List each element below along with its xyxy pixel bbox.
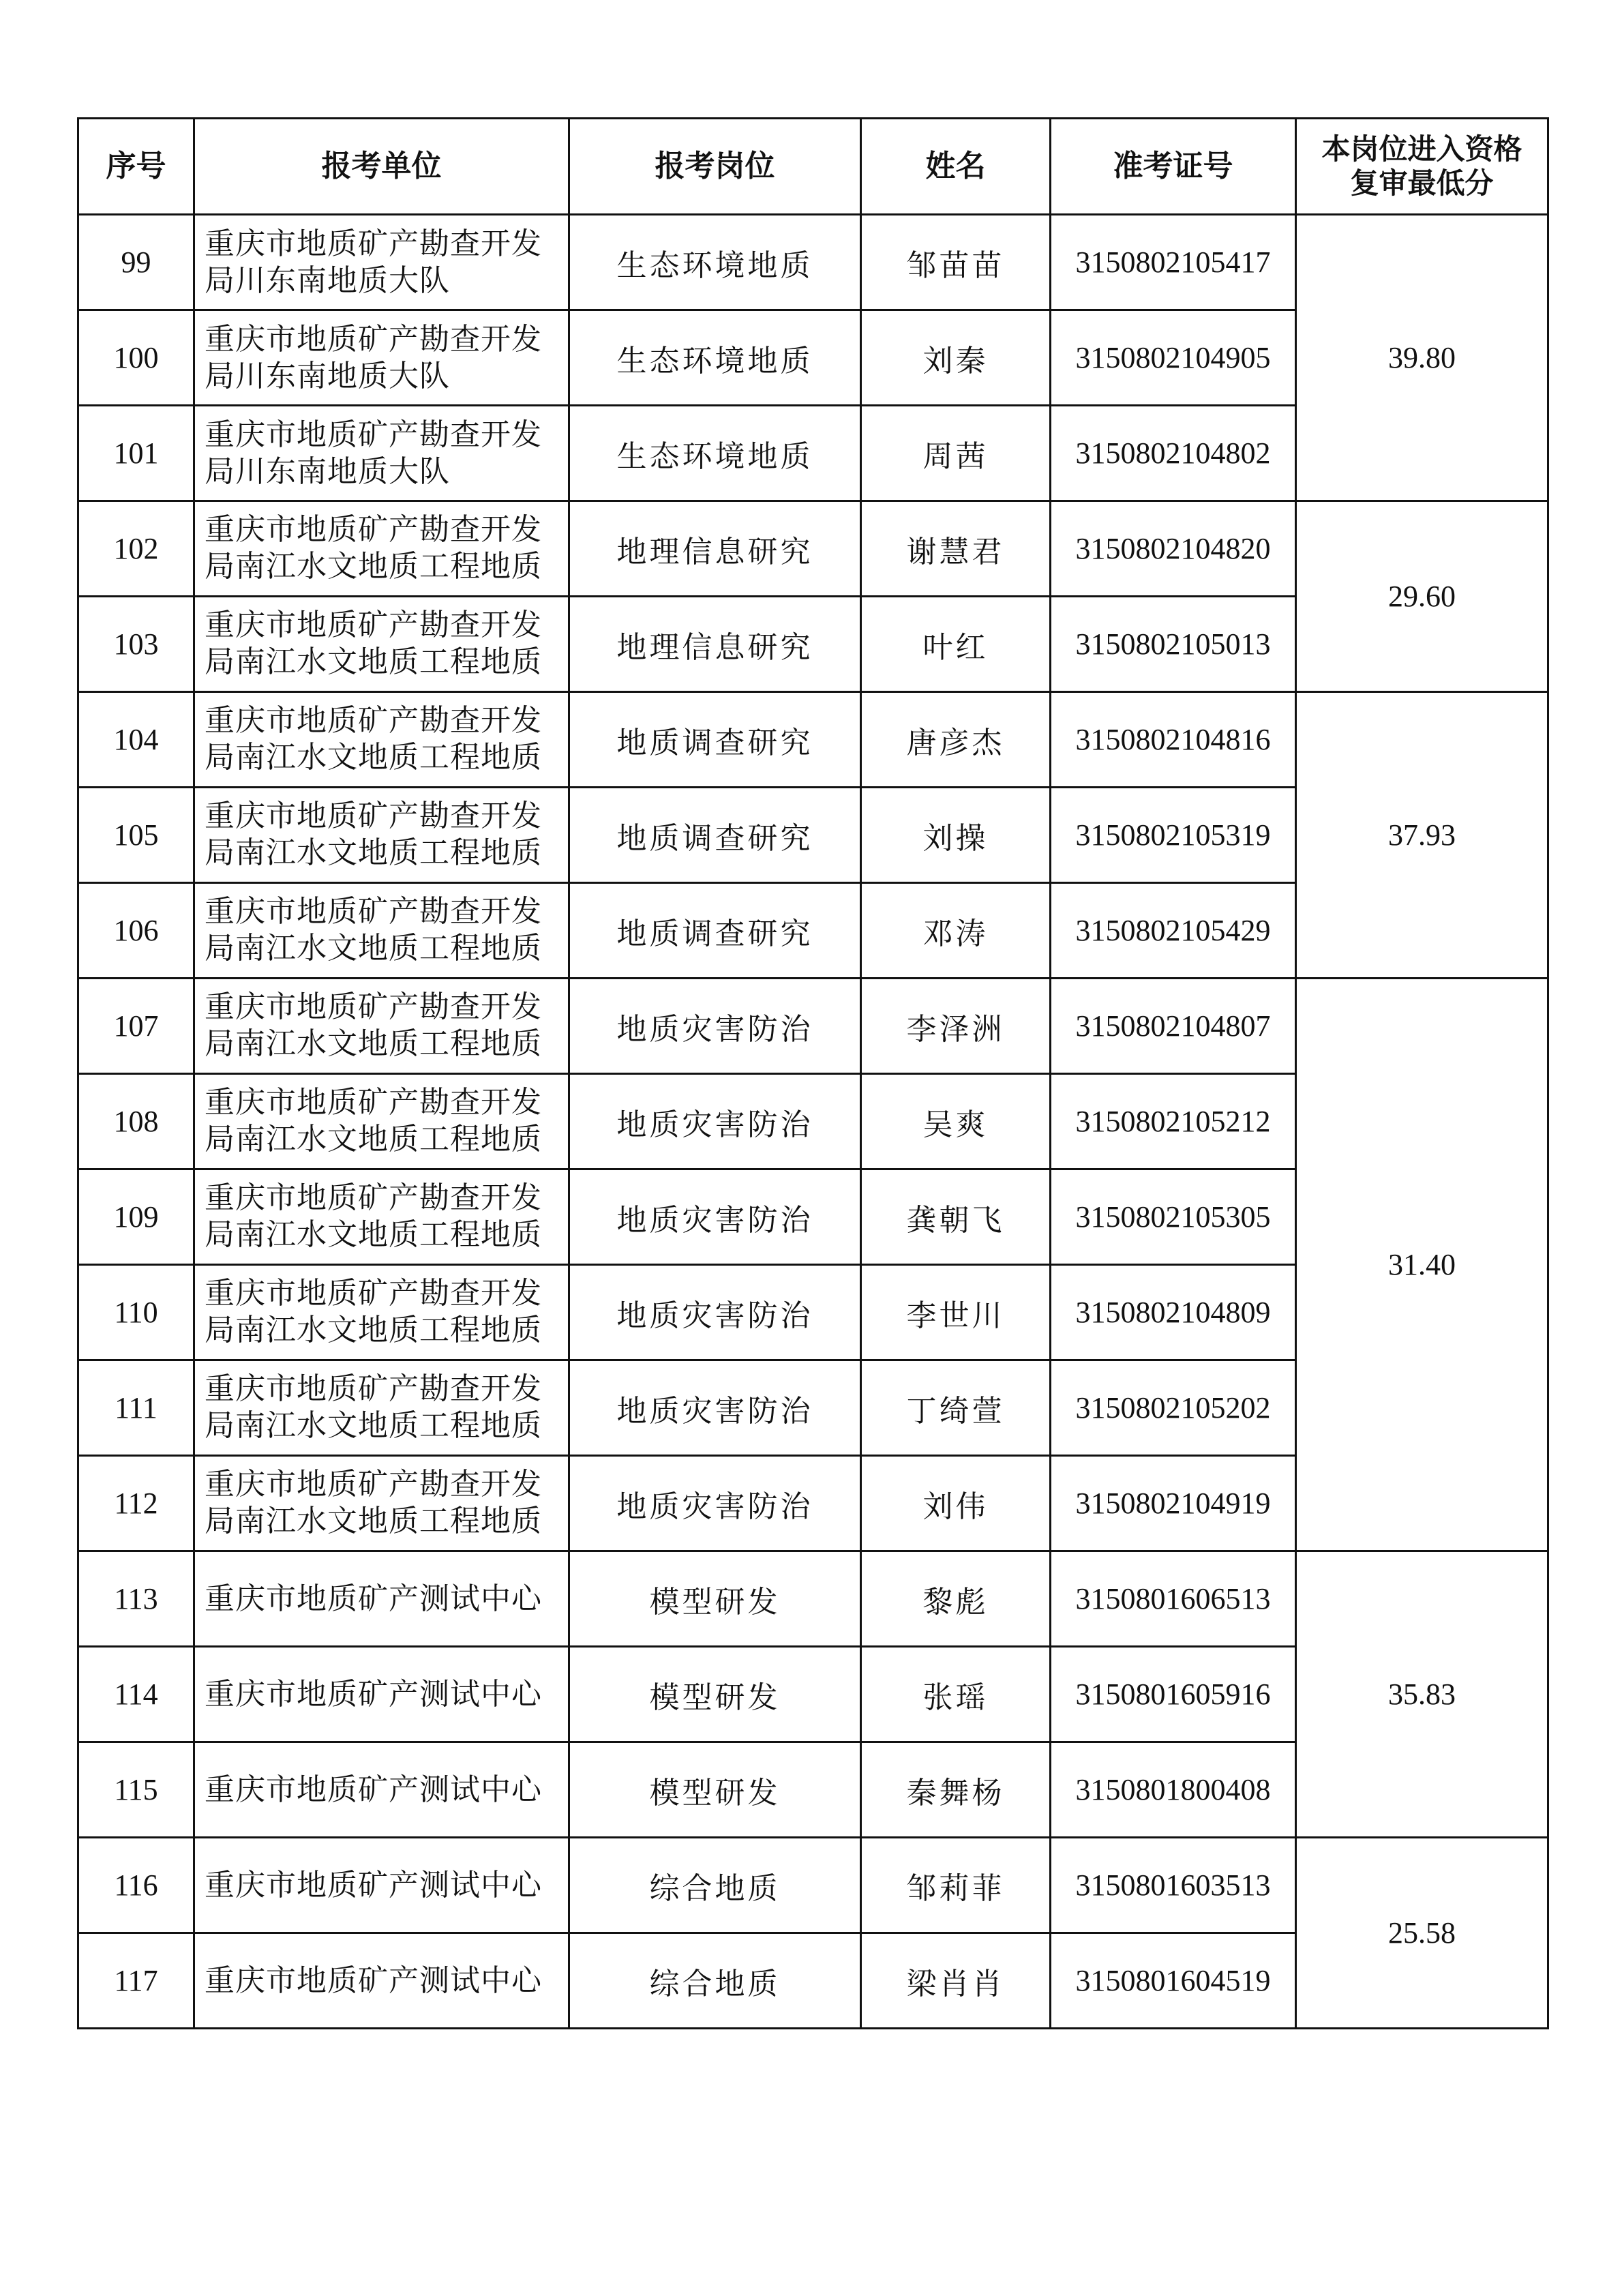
cell-name: 秦舞杨 [861,1742,1051,1838]
cell-post: 地质灾害防治 [569,979,861,1074]
header-min-score-line1: 本岗位进入资格 [1321,132,1522,166]
header-min-score-line2: 复审最低分 [1350,166,1494,200]
cell-ticket: 3150801800408 [1051,1742,1296,1838]
cell-unit-text: 重庆市地质矿产勘查开发局南江水文地质工程地质 [205,1275,542,1347]
table-row [78,215,1548,310]
cell-post: 生态环境地质 [569,310,861,406]
cell-ticket: 3150802105202 [1051,1360,1296,1456]
cell-ticket: 3150802105013 [1051,597,1296,692]
header-unit: 报考单位 [194,119,569,215]
cell-post: 生态环境地质 [569,406,861,501]
cell-ticket: 3150802105212 [1051,1074,1296,1169]
cell-unit-text: 重庆市地质矿产勘查开发局南江水文地质工程地质 [205,989,542,1061]
cell-unit-text: 重庆市地质矿产测试中心 [205,1581,542,1616]
cell-name: 邹莉菲 [861,1838,1051,1933]
cell-ticket: 3150802105417 [1051,215,1296,310]
cell-seq: 114 [78,1647,194,1742]
cell-ticket: 3150802105319 [1051,788,1296,883]
cell-unit-text: 重庆市地质矿产勘查开发局南江水文地质工程地质 [205,511,542,584]
cell-seq: 116 [78,1838,194,1933]
cell-unit [194,501,569,597]
cell-ticket: 3150801604519 [1051,1933,1296,2029]
cell-ticket: 3150801603513 [1051,1838,1296,1933]
header-ticket: 准考证号 [1051,119,1296,215]
cell-name: 叶红 [861,597,1051,692]
cell-seq: 115 [78,1742,194,1838]
cell-min-score: 31.40 [1296,979,1548,1551]
cell-seq: 110 [78,1265,194,1360]
cell-unit [194,1647,569,1742]
cell-unit-text: 重庆市地质矿产勘查开发局川东南地质大队 [205,321,542,393]
cell-seq: 99 [78,215,194,310]
cell-unit [194,597,569,692]
cell-name: 刘秦 [861,310,1051,406]
cell-unit [194,1742,569,1838]
cell-min-score: 37.93 [1296,692,1548,979]
cell-unit-text: 重庆市地质矿产勘查开发局南江水文地质工程地质 [205,1371,542,1443]
table-row [78,692,1548,788]
cell-unit [194,788,569,883]
cell-unit [194,1169,569,1265]
cell-post: 地质灾害防治 [569,1360,861,1456]
cell-ticket: 3150801606513 [1051,1551,1296,1647]
cell-seq: 117 [78,1933,194,2029]
cell-name: 唐彦杰 [861,692,1051,788]
cell-unit-text: 重庆市地质矿产勘查开发局南江水文地质工程地质 [205,798,542,870]
cell-seq: 109 [78,1169,194,1265]
cell-unit-text: 重庆市地质矿产勘查开发局川东南地质大队 [205,417,542,489]
cell-ticket: 3150802104807 [1051,979,1296,1074]
cell-unit [194,1074,569,1169]
cell-ticket: 3150802105305 [1051,1169,1296,1265]
cell-seq: 105 [78,788,194,883]
table-row [78,1838,1548,1933]
table-row [78,1551,1548,1647]
cell-name: 李世川 [861,1265,1051,1360]
results-table [77,117,1549,2029]
header-name: 姓名 [861,119,1051,215]
cell-unit [194,692,569,788]
cell-unit-text: 重庆市地质矿产勘查开发局南江水文地质工程地质 [205,607,542,679]
cell-seq: 107 [78,979,194,1074]
cell-unit [194,406,569,501]
cell-seq: 101 [78,406,194,501]
cell-min-score: 29.60 [1296,501,1548,692]
cell-unit-text: 重庆市地质矿产勘查开发局南江水文地质工程地质 [205,702,542,775]
cell-unit-text: 重庆市地质矿产测试中心 [205,1867,542,1903]
cell-seq: 100 [78,310,194,406]
cell-unit-text: 重庆市地质矿产测试中心 [205,1963,542,1998]
cell-ticket: 3150802104820 [1051,501,1296,597]
cell-seq: 108 [78,1074,194,1169]
cell-name: 龚朝飞 [861,1169,1051,1265]
table-row [78,501,1548,597]
cell-unit [194,1838,569,1933]
cell-unit [194,1360,569,1456]
cell-seq: 102 [78,501,194,597]
header-row [78,119,1548,215]
cell-unit-text: 重庆市地质矿产勘查开发局南江水文地质工程地质 [205,1084,542,1157]
cell-ticket: 3150802104802 [1051,406,1296,501]
table-header [78,119,1548,215]
cell-min-score: 35.83 [1296,1551,1548,1838]
header-min-score [1296,119,1548,215]
cell-unit [194,1265,569,1360]
cell-seq: 104 [78,692,194,788]
cell-post: 模型研发 [569,1551,861,1647]
cell-unit-text: 重庆市地质矿产测试中心 [205,1772,542,1807]
cell-unit [194,979,569,1074]
cell-name: 刘伟 [861,1456,1051,1551]
cell-name: 李泽洲 [861,979,1051,1074]
cell-post: 地质灾害防治 [569,1169,861,1265]
cell-seq: 103 [78,597,194,692]
cell-unit-text: 重庆市地质矿产勘查开发局川东南地质大队 [205,226,542,298]
cell-post: 地质调查研究 [569,883,861,979]
cell-name: 吴爽 [861,1074,1051,1169]
cell-seq: 112 [78,1456,194,1551]
cell-min-score: 39.80 [1296,215,1548,501]
cell-unit [194,215,569,310]
cell-min-score: 25.58 [1296,1838,1548,2029]
table-row [78,979,1548,1074]
cell-unit-text: 重庆市地质矿产勘查开发局南江水文地质工程地质 [205,1466,542,1538]
cell-unit-text: 重庆市地质矿产测试中心 [205,1676,542,1712]
cell-post: 综合地质 [569,1933,861,2029]
cell-post: 地质灾害防治 [569,1265,861,1360]
cell-unit [194,1551,569,1647]
cell-name: 邹苗苗 [861,215,1051,310]
cell-ticket: 3150802104905 [1051,310,1296,406]
cell-post: 综合地质 [569,1838,861,1933]
cell-name: 邓涛 [861,883,1051,979]
cell-unit-text: 重庆市地质矿产勘查开发局南江水文地质工程地质 [205,893,542,966]
cell-ticket: 3150802104816 [1051,692,1296,788]
cell-name: 丁绮萱 [861,1360,1051,1456]
cell-post: 地理信息研究 [569,501,861,597]
cell-ticket: 3150802104919 [1051,1456,1296,1551]
cell-ticket: 3150802104809 [1051,1265,1296,1360]
cell-name: 周茜 [861,406,1051,501]
cell-post: 地质灾害防治 [569,1456,861,1551]
cell-post: 地质调查研究 [569,788,861,883]
cell-ticket: 3150802105429 [1051,883,1296,979]
cell-name: 刘操 [861,788,1051,883]
cell-post: 地质调查研究 [569,692,861,788]
cell-seq: 111 [78,1360,194,1456]
cell-post: 模型研发 [569,1742,861,1838]
cell-post: 地理信息研究 [569,597,861,692]
cell-ticket: 3150801605916 [1051,1647,1296,1742]
cell-unit [194,883,569,979]
cell-name: 黎彪 [861,1551,1051,1647]
cell-post: 生态环境地质 [569,215,861,310]
cell-unit-text: 重庆市地质矿产勘查开发局南江水文地质工程地质 [205,1180,542,1252]
cell-name: 梁肖肖 [861,1933,1051,2029]
cell-seq: 106 [78,883,194,979]
cell-unit [194,310,569,406]
header-post: 报考岗位 [569,119,861,215]
cell-name: 张瑶 [861,1647,1051,1742]
cell-post: 模型研发 [569,1647,861,1742]
cell-name: 谢慧君 [861,501,1051,597]
cell-unit [194,1456,569,1551]
cell-post: 地质灾害防治 [569,1074,861,1169]
header-seq: 序号 [78,119,194,215]
cell-unit [194,1933,569,2029]
table-body [78,215,1548,2029]
cell-seq: 113 [78,1551,194,1647]
